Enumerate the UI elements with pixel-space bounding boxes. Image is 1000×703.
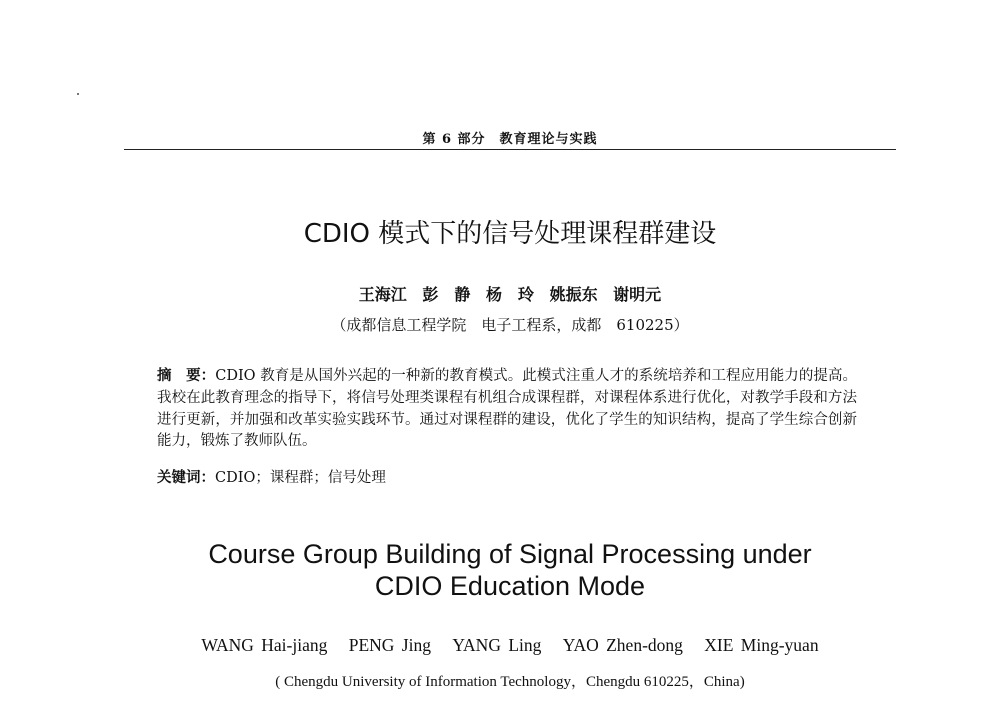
abstract-label: 摘 要： [157, 367, 216, 384]
english-author: PENG Jing [348, 635, 431, 655]
chinese-author: 谢明元 [613, 285, 662, 304]
english-title-line: CDIO Education Mode [374, 571, 646, 601]
chinese-abstract [157, 365, 857, 453]
english-author: YANG Ling [452, 635, 542, 655]
english-author: XIE Ming-yuan [704, 635, 819, 655]
english-affiliation: ( Chengdu University of Information Technology，Chengdu 610225，China) [275, 674, 745, 690]
chinese-keywords [157, 468, 857, 488]
english-author: YAO Zhen-dong [562, 635, 683, 655]
english-title-line: Course Group Building of Signal Processing under [208, 539, 812, 569]
abstract-text: CDIO 教育是从国外兴起的一种新的教育模式。此模式注重人才的系统培养和工程应用能力的提高。我校在此教育理念的指导下，将信号处理类课程有机组合成课程群，对课程体系进行优化，对教学手段和方法进行更新，并加强和改革实验实践环节。通过对课程群的建设，优化了学生的知识结构，提高了学生综合创新能力，锻炼了教师队伍。 [157, 368, 857, 450]
keywords-label: 关键词： [157, 469, 215, 486]
chinese-author: 杨 玲 [485, 285, 534, 304]
chinese-authors [120, 282, 900, 305]
english-authors [120, 635, 900, 656]
english-author: WANG Hai-jiang [201, 635, 328, 655]
chinese-author: 彭 静 [422, 285, 471, 304]
header-rule [124, 149, 896, 150]
chinese-affiliation: （成都信息工程学院 电子工程系，成都 610225） [331, 316, 689, 334]
keywords-text: CDIO；课程群；信号处理 [215, 470, 386, 486]
chinese-author: 王海江 [358, 285, 407, 304]
chinese-title: CDIO 模式下的信号处理课程群建设 [303, 219, 717, 249]
running-head: 第 6 部分 教育理论与实践 [422, 132, 598, 147]
scan-speck [77, 93, 79, 95]
chinese-author: 姚振东 [549, 285, 598, 304]
english-title [120, 538, 900, 602]
